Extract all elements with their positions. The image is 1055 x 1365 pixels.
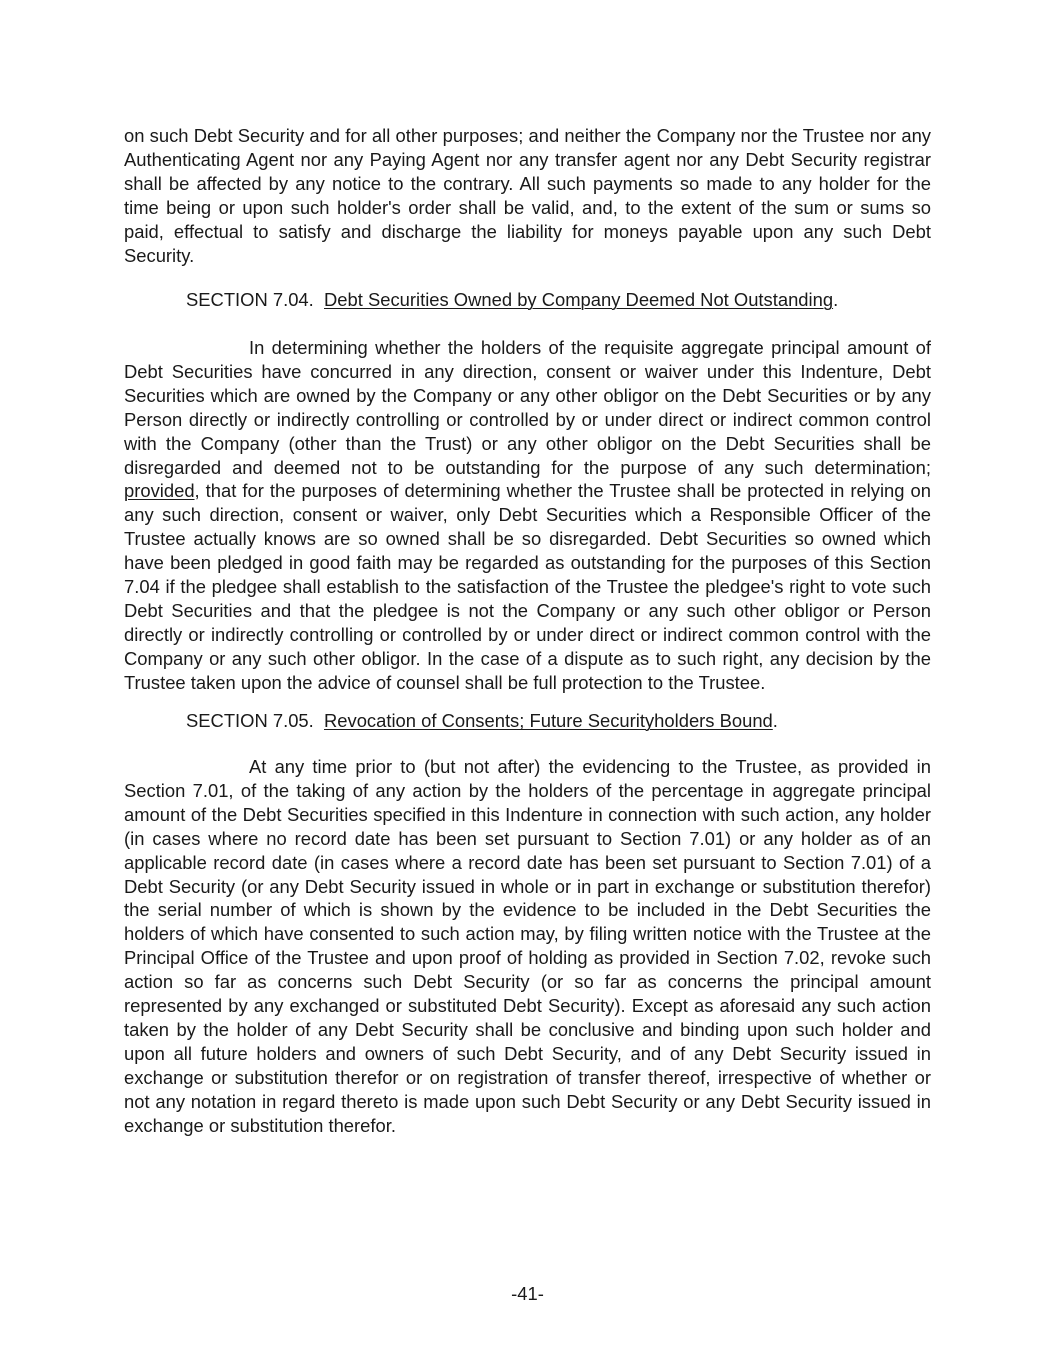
section-7-04-body (124, 336, 931, 695)
section-7-05-period: . (772, 710, 778, 731)
section-7-04-body-end: , that for the purposes of determining whether the Trustee shall be protected in relying on any such direction, consent or waiver, only Debt Securities which a Responsible Officer of the Trustee actually knows are so owned shall be so disregarded. Debt Securities so owned which have been pledged in good faith may be regarded as outstanding for the purposes of this Section 7.04 if the pledgee shall establish to the satisfaction of the Trustee the pledgee's right to vote such Debt Securities and that the pledgee is not the Company or any such other obligor or Person directly or indirectly controlling or controlled by or under direct or indirect common control with the Company or any such other obligor. In the case of a dispute as to such right, any decision by the Trustee taken upon the advice of counsel shall be full protection to the Trustee. (124, 480, 931, 693)
continued-paragraph: on such Debt Security and for all other purposes; and neither the Company nor the Trustee nor any Authenticating Agent nor any Paying Agent nor any transfer agent nor any Debt Security registrar shall be affected by any notice to the contrary. All such payments so made to any holder for the time being or upon such holder's order shall be valid, and, to the extent of the sum or sums so paid, effectual to satisfy and discharge the liability for moneys payable upon any such Debt Security. (124, 125, 931, 266)
section-7-05-body: At any time prior to (but not after) the evidencing to the Trustee, as provided in Section 7.01, of the taking of any action by the holders of the percentage in aggregate principal amount of the Debt Securities specified in this Indenture in connection with such action, any holder (in cases where no record date has been set pursuant to Section 7.01) or any holder as of an applicable record date (in cases where a record date has been set pursuant to Section 7.01) of a Debt Security (or any Debt Security issued in whole or in part in exchange or substitution therefor) the serial number of which is shown by the evidence to be included in the Debt Securities the holders of which have consented to such action may, by filing written notice with the Trustee at the Principal Office of the Trustee and upon proof of holding as provided in Section 7.02, revoke such action so far as concerns such Debt Security (or so far as concerns the principal amount represented by any exchanged or substituted Debt Security). Except as aforesaid any such action taken by the holder of any Debt Security shall be conclusive and binding upon such holder and upon all future holders and owners of such Debt Security, and of any Debt Security issued in exchange or substitution therefor or on registration of transfer thereof, irrespective of whether or not any notation in regard thereto is made upon such Debt Security or any Debt Security issued in exchange or substitution therefor. (124, 756, 931, 1136)
provided-term: provided (124, 480, 195, 502)
section-7-04-body-start: In determining whether the holders of the requisite aggregate principal amount of Debt Securities have concurred in any direction, consent or waiver under this Indenture, Debt Securities which are owned by the Company or any other obligor on the Debt Securities or by any Person directly or indirectly controlling or controlled by or under direct or indirect common control with the Company (other than the Trust) or any other obligor on the Debt Securities shall be disregarded and deemed not to be outstanding for the purpose of any such determination; (124, 337, 931, 478)
section-7-04-period: . (833, 289, 839, 310)
section-7-04-heading (186, 288, 838, 312)
section-7-05-caption: Revocation of Consents; Future Securityholders Bound (324, 710, 773, 731)
page-number: -41- (511, 1283, 544, 1304)
section-7-04-number: SECTION 7.04. (186, 289, 314, 310)
section-7-05-heading (186, 709, 778, 733)
section-7-04-caption: Debt Securities Owned by Company Deemed Not Outstanding (324, 289, 834, 310)
section-7-05-number: SECTION 7.05. (186, 710, 314, 731)
